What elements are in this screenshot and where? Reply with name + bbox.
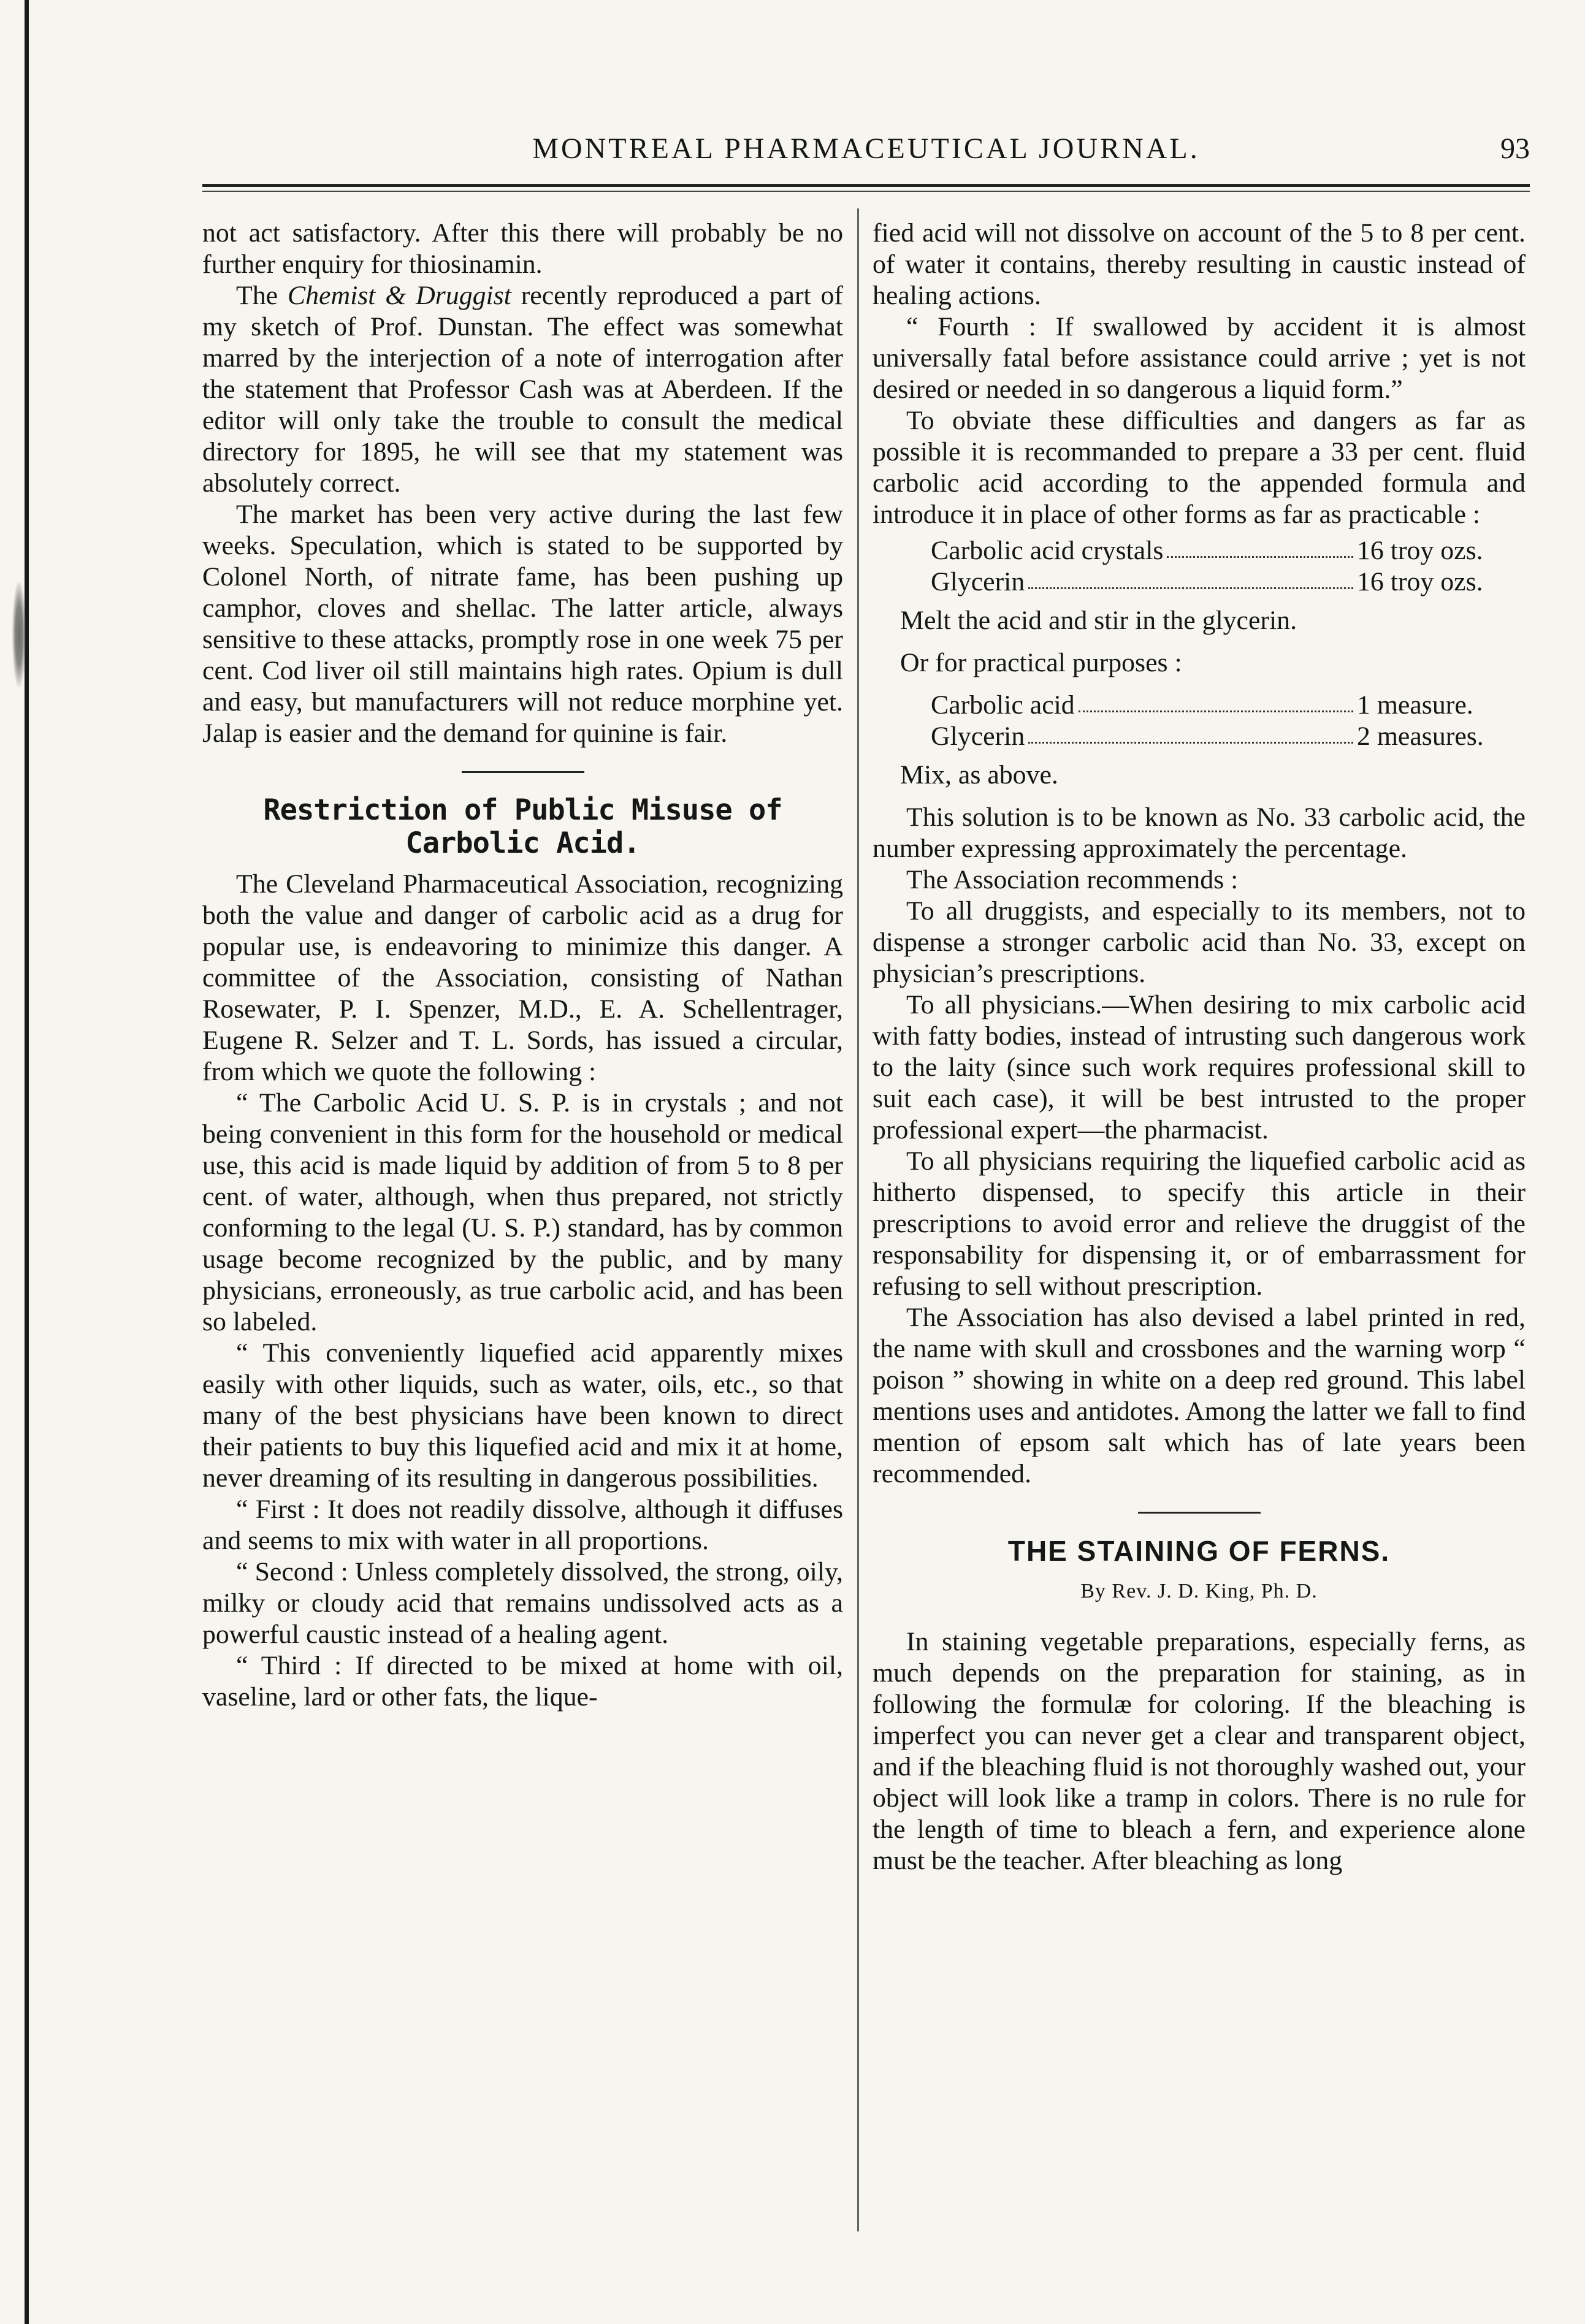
paragraph: The Association has also devised a label printed in red, the name with skull and crossbones and the warning worp “ poison ” showing in white on a deep red ground. This label mentions uses and antidotes. Among the latter we fall to find mention of epsom salt which has of late years been recommended. xyxy=(873,1303,1526,1488)
ingredient-name: Glycerin xyxy=(931,567,1025,596)
formula-quantity: 2 measures. xyxy=(1357,722,1484,751)
journal-title: Chemist & Druggist xyxy=(287,281,511,310)
paragraph: To all physicians.—When desiring to mix carbolic acid with fatty bodies, instead of intrusting such dangerous work to the laity (since such work requires professional skill to suit each case), it will be best intrusted to the proper professional expert—the pharmacist. xyxy=(873,990,1526,1145)
paragraph xyxy=(202,280,843,499)
byline: By Rev. J. D. King, Ph. D. xyxy=(1080,1580,1318,1602)
page-number: 93 xyxy=(1500,132,1530,165)
formula-quantity: 16 troy ozs. xyxy=(1357,536,1483,565)
ingredient-name: Carbolic acid crystals xyxy=(931,536,1164,565)
formula-ingredient xyxy=(931,721,1357,752)
paragraph: The Cleveland Pharmaceutical Association, recognizing both the value and danger of carbolic acid as a drug for popular use, is endeavoring to minimize this danger. A committee of the Association, consisting of Nathan Rosewater, P. I. Spenzer, M.D., E. A. Schellentrager, Eugene R. Selzer and T. L. Sords, has issued a circular, from which we quote the following : xyxy=(202,869,843,1086)
formula-row xyxy=(873,721,1526,752)
paragraph: To all physicians requiring the liquefied carbolic acid as hitherto dispensed, to specify this article in their prescriptions to avoid error and relieve the druggist of the responsability for dispensing it, or of embarrassment for refusing to sell without prescription. xyxy=(873,1146,1526,1301)
formula-row xyxy=(873,690,1526,721)
paragraph: fied acid will not dissolve on account of the 5 to 8 per cent. of water it contains, thereby resulting in caustic instead of healing actions. xyxy=(873,218,1526,310)
formula-quantity: 1 measure. xyxy=(1357,690,1473,720)
paragraph: To obviate these difficulties and dangers as far as possible it is recommanded to prepare a 33 per cent. fluid carbolic acid according to the appended formula and introduce it in place of other forms as far as practicable : xyxy=(873,406,1526,529)
section-separator xyxy=(462,771,584,773)
formula-ingredient xyxy=(931,566,1357,598)
section-heading: Restriction of Public Misuse of Carbolic Acid. xyxy=(263,793,782,860)
column-divider xyxy=(857,208,859,2231)
paragraph: In staining vegetable preparations, especially ferns, as much depends on the preparation for staining, as in following the formulæ for coloring. If the bleaching is imperfect you can never get a clear and transparent object, and if the bleaching fluid is not thoroughly washed out, your object will look like a tramp in colors. There is no rule for the length of time to bleach a fern, and experience alone must be the teacher. After bleaching as long xyxy=(873,1627,1526,1875)
leader-dots xyxy=(1028,566,1353,589)
ingredient-name: Glycerin xyxy=(931,722,1025,751)
formula-row xyxy=(873,566,1526,598)
formula-ingredient xyxy=(931,690,1357,721)
paragraph: “ First : It does not readily dissolve, although it diffuses and seems to mix with water in all proportions. xyxy=(202,1495,843,1555)
right-column xyxy=(873,218,1526,2228)
section-heading: THE STAINING OF FERNS. xyxy=(1007,1535,1391,1567)
formula-quantity: 16 troy ozs. xyxy=(1357,567,1483,596)
left-column xyxy=(202,218,843,2228)
paragraph: “ Second : Unless completely dissolved, the strong, oily, milky or cloudy acid that remains undissolved acts as a powerful caustic instead of a healing agent. xyxy=(202,1557,843,1649)
paragraph: “ Third : If directed to be mixed at home with oil, vaseline, lard or other fats, the lique- xyxy=(202,1651,843,1712)
paragraph: not act satisfactory. After this there will probably be no further enquiry for thiosinamin. xyxy=(202,218,843,279)
formula-block xyxy=(873,535,1526,598)
leader-dots xyxy=(1079,690,1353,712)
text-run: recently reproduced a part of my sketch of Prof. Dunstan. The effect was somewhat marred by the interjection of a note of interrogation after the statement that Professor Cash was at Aberdeen. If the editor will only take the trouble to consult the medical directory for 1895, he will see that my statement was absolutely correct. xyxy=(202,281,843,498)
header-rule xyxy=(202,184,1530,187)
binding-edge xyxy=(25,0,29,2324)
page-header xyxy=(202,132,1530,181)
formula-ingredient xyxy=(931,535,1357,566)
leader-dots xyxy=(1167,535,1353,558)
text-run: The xyxy=(236,281,288,310)
section-separator xyxy=(1138,1512,1261,1514)
paragraph: “ The Carbolic Acid U. S. P. is in crystals ; and not being convenient in this form for the household or medical use, this acid is made liquid by addition of from 5 to 8 per cent. of water, although, when thus prepared, not strictly conforming to the legal (U. S. P.) standard, has by common usage become recognized by the public, and by many physicians, erroneously, as true carbolic acid, and has been so labeled. xyxy=(202,1088,843,1336)
paragraph: “ Fourth : If swallowed by accident it is almost universally fatal before assistance could arrive ; yet is not desired or needed in so dangerous a liquid form.” xyxy=(873,312,1526,404)
formula-note: Melt the acid and stir in the glycerin. xyxy=(900,606,1297,635)
formula-row xyxy=(873,535,1526,566)
paragraph: To all druggists, and especially to its members, not to dispense a stronger carbolic acid than No. 33, except on physician’s prescriptions. xyxy=(873,896,1526,988)
header-rule-thin xyxy=(202,191,1530,192)
ingredient-name: Carbolic acid xyxy=(931,690,1075,720)
paragraph: The Association recommends : xyxy=(906,865,1239,894)
formula-block xyxy=(873,690,1526,752)
paragraph: The market has been very active during the last few weeks. Speculation, which is stated to be supported by Colonel North, of nitrate fame, has been pushing up camphor, cloves and shellac. The latter article, always sensitive to these attacks, promptly rose in one week 75 per cent. Cod liver oil still maintains high rates. Opium is dull and easy, but manufacturers will not reduce morphine yet. Jalap is easier and the demand for quinine is fair. xyxy=(202,500,843,748)
formula-note: Or for practical purposes : xyxy=(900,648,1182,677)
formula-note: Mix, as above. xyxy=(900,760,1058,790)
paragraph: “ This conveniently liquefied acid apparently mixes easily with other liquids, such as water, oils, etc., so that many of the best physicians have been known to direct their patients to buy this liquefied acid and mix it at home, never dreaming of its resulting in dangerous possibilities. xyxy=(202,1338,843,1493)
binding-smudge xyxy=(12,582,26,687)
running-title: MONTREAL PHARMACEUTICAL JOURNAL. xyxy=(532,132,1200,165)
paragraph: This solution is to be known as No. 33 carbolic acid, the number expressing approximately the percentage. xyxy=(873,802,1526,863)
leader-dots xyxy=(1028,721,1353,744)
